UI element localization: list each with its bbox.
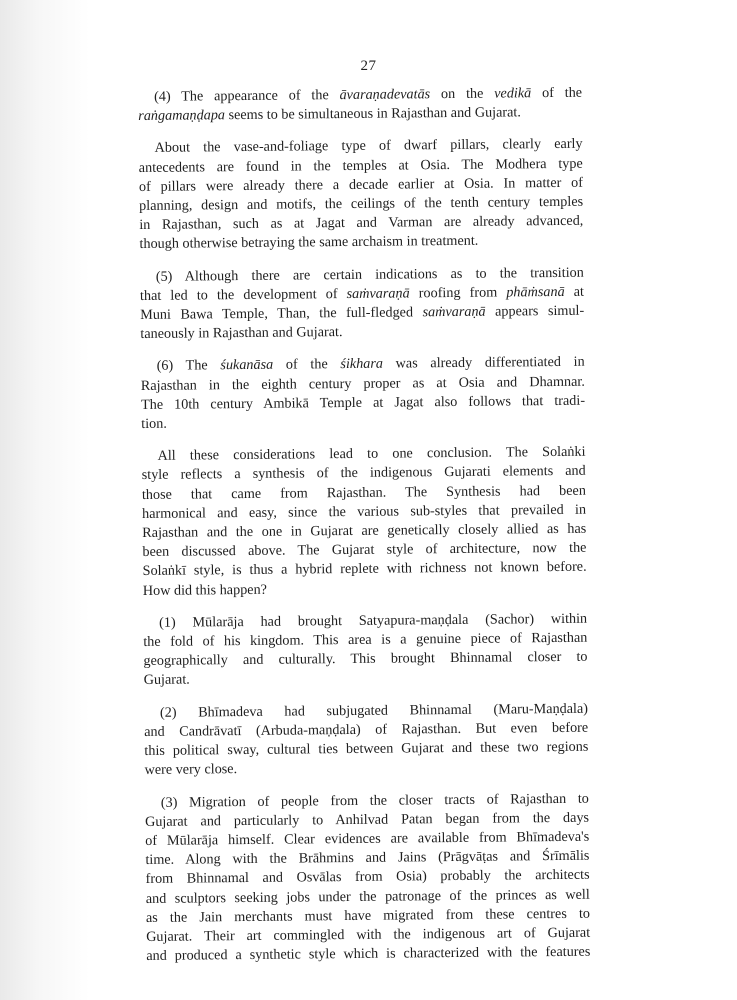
- text-line: time. Along with the Brāhmins and Jains (Prāgvāṭas and Śrīmālis: [145, 847, 590, 869]
- text-line: About the vase-and-foliage type of dwarf pillars, clearly early: [154, 136, 583, 157]
- text-line: style reflects a synthesis of the indigenous Gujarati elements and: [141, 463, 586, 484]
- text-line: that led to the development of saṁvaraṇā roofing from phāṁsanā at: [139, 283, 585, 304]
- text-line: in Rajasthan, such as at Jagat and Varman are already advanced,: [139, 212, 584, 234]
- text-line: (5) Although there are certain indications as to the transition: [155, 264, 584, 285]
- text-line: from Bhinnamal and Osvālas from Osia) probably the architects: [145, 867, 590, 888]
- text-line: of pillars were already there a decade earlier at Osia. In matter of: [138, 174, 584, 195]
- text-line: Gujarat. Their art commingled with the indigenous art of Gujarat: [146, 924, 591, 945]
- text-line: All these considerations lead to one conclusion. The Solaṅki: [157, 443, 586, 465]
- text-line: Muni Bawa Temple, Than, the full-fledged saṁvaraṇā appears simul-: [140, 302, 585, 324]
- text-line: of Mūlarāja himself. Clear evidences are available from Bhīmadeva's: [145, 828, 590, 849]
- italic-term: phāṁsanā: [506, 283, 565, 301]
- text-line: were very close.: [144, 761, 238, 779]
- text-line: been discussed above. The Gujarat style of architecture, now the: [142, 539, 587, 561]
- text-line: Gujarat.: [143, 672, 190, 689]
- paragraph-p1: [143, 610, 588, 691]
- italic-term: śikhara: [340, 356, 384, 373]
- text-line: (3) Migration of people from the closer tracts of Rajasthan to: [160, 790, 589, 811]
- text-line: tion.: [141, 415, 167, 433]
- text-line: (4) The appearance of the āvaraṇadevatās on the vedikā of the: [154, 84, 583, 105]
- text-line: antecedents are found in the temples at Osia. The Modhera type: [138, 155, 583, 176]
- paragraph-p-about: [138, 135, 583, 254]
- italic-term: vedikā: [494, 85, 532, 102]
- page-number: 27: [360, 58, 377, 74]
- paragraph-p5: [140, 263, 585, 344]
- paragraph-p6: [141, 353, 586, 434]
- text-line: though otherwise betraying the same archaism in treatment.: [139, 233, 479, 253]
- text-line: (6) The śukanāsa of the śikhara was already differentiated in: [156, 354, 585, 375]
- italic-term: saṁvaraṇā: [422, 303, 486, 321]
- text-line: Solaṅkī style, is thus a hybrid replete with richness not known before.: [142, 559, 587, 580]
- text-line: and sculptors seeking jobs under the patronage of the princes as well: [145, 886, 590, 907]
- paragraph-p2: [144, 699, 589, 780]
- text-line: and produced a synthetic style which is characterized with the features: [146, 943, 591, 965]
- text-line: (2) Bhīmadeva had subjugated Bhinnamal (Maru-Maṇḍala): [159, 700, 589, 721]
- text-line: Rajasthan in the eighth century proper as at Osia and Dhamnar.: [140, 373, 585, 394]
- paragraph-p4: [138, 84, 582, 127]
- text-line: Rajasthan and the one in Gujarat are genetically closely allied as has: [142, 520, 587, 542]
- text-line: geographically and culturally. This brought Bhinnamal closer to: [143, 648, 588, 670]
- paragraph-p-all: [141, 443, 586, 601]
- text-line: (1) Mūlarāja had brought Satyapura-maṇḍala (Sachor) within: [159, 610, 588, 631]
- text-line: raṅgamaṇḍapa seems to be simultaneous in Rajasthan and Gujarat.: [138, 104, 521, 125]
- body-text: [138, 84, 591, 980]
- italic-term: saṁvaraṇā: [346, 285, 410, 302]
- text-line: those that came from Rajasthan. The Synthesis had been: [141, 482, 586, 503]
- italic-term: raṅgamaṇḍapa: [138, 107, 226, 125]
- italic-term: śukanāsa: [220, 357, 274, 374]
- italic-term: āvaraṇadevatās: [339, 86, 431, 104]
- text-line: harmonical and easy, since the various sub-styles that prevailed in: [142, 501, 587, 522]
- text-line: and Candrāvatī (Arbuda-maṇḍala) of Rajasthan. But even before: [144, 719, 589, 740]
- text-line: The 10th century Ambikā Temple at Jagat also follows that tradi-: [140, 392, 586, 413]
- text-line: this political sway, cultural ties between Gujarat and these two regions: [144, 738, 589, 760]
- text-line: as the Jain merchants must have migrated from these centres to: [145, 905, 591, 926]
- paragraph-p3: [145, 789, 591, 966]
- text-line: Gujarat and particularly to Anhilvad Patan began from the days: [144, 809, 590, 830]
- text-line: planning, design and motifs, the ceilings of the tenth century temples: [139, 193, 584, 215]
- text-line: How did this happen?: [142, 581, 268, 599]
- text-line: the fold of his kingdom. This area is a genuine piece of Rajasthan: [143, 629, 588, 651]
- text-line: taneously in Rajasthan and Gujarat.: [140, 324, 343, 343]
